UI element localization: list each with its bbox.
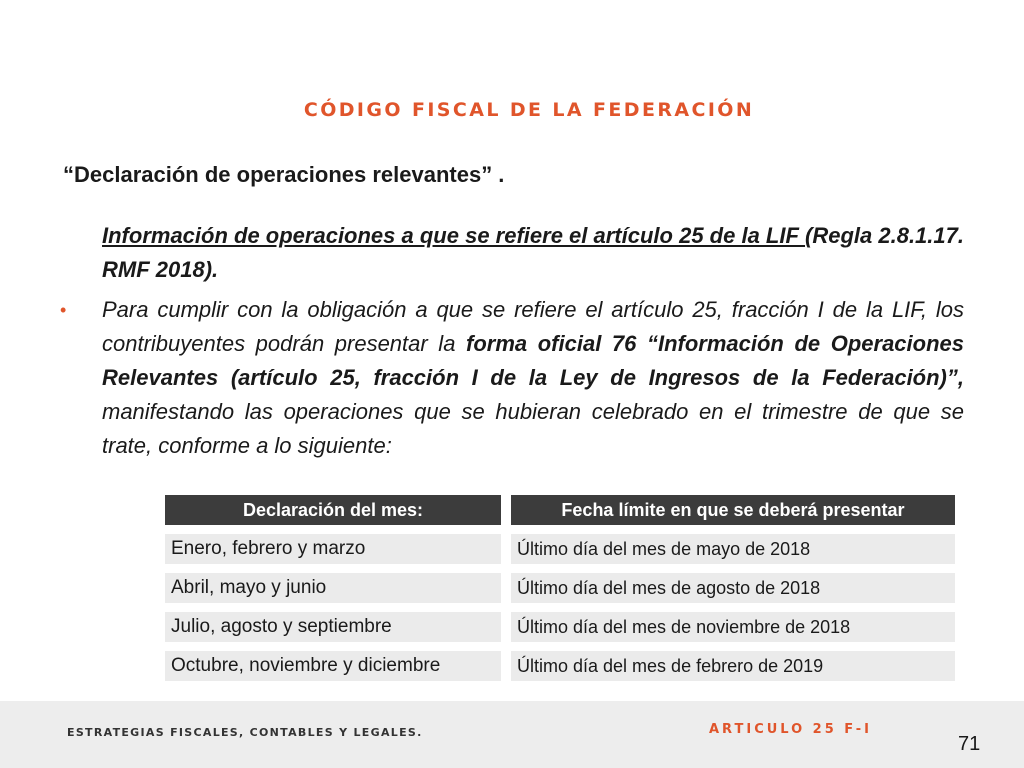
table-cell-deadline: Último día del mes de agosto de 2018 xyxy=(511,573,955,603)
table-cell-period: Julio, agosto y septiembre xyxy=(165,612,501,642)
slide-subtitle: “Declaración de operaciones relevantes” . xyxy=(63,162,505,187)
table-cell-deadline: Último día del mes de febrero de 2019 xyxy=(511,651,955,681)
slide-title: CÓDIGO FISCAL DE LA FEDERACIÓN xyxy=(303,99,755,121)
table-cell-period: Octubre, noviembre y diciembre xyxy=(165,651,501,681)
bullet-text-start: Para cumplir con la obligación a que se refiere el artículo 25, fracción I de la LIF, los contribuyentes podrán presentar la xyxy=(102,297,964,356)
page-number: 71 xyxy=(958,733,981,755)
table-cell-deadline: Último día del mes de mayo de 2018 xyxy=(511,534,955,564)
bullet-text-end: manifestando las operaciones que se hubieran celebrado en el trimestre de que se trate, conforme a lo siguiente: xyxy=(102,399,964,458)
info-underlined-text: Información de operaciones a que se refiere el artículo 25 de la LIF xyxy=(102,223,806,248)
bullet-paragraph xyxy=(102,293,964,491)
table-cell-period: Abril, mayo y junio xyxy=(165,573,501,603)
footer-article-label: ARTICULO 25 F-I xyxy=(709,722,873,737)
table-cell-period: Enero, febrero y marzo xyxy=(165,534,501,564)
info-rule-reference: (Regla 2.8.1.17. RMF 2018). xyxy=(102,223,964,282)
bullet-icon: • xyxy=(60,300,67,320)
table-header-month: Declaración del mes: xyxy=(165,495,501,525)
table-cell-deadline: Último día del mes de noviembre de 2018 xyxy=(511,612,955,642)
bullet-bold-text: forma oficial 76 “Información de Operaciones Relevantes (artículo 25, fracción I de la Ley de Ingresos de la Federación)”, xyxy=(102,331,964,390)
footer-company-tagline: ESTRATEGIAS FISCALES, CONTABLES Y LEGALES. xyxy=(67,726,423,739)
info-paragraph xyxy=(102,219,964,287)
table-header-deadline: Fecha límite en que se deberá presentar xyxy=(511,495,955,525)
